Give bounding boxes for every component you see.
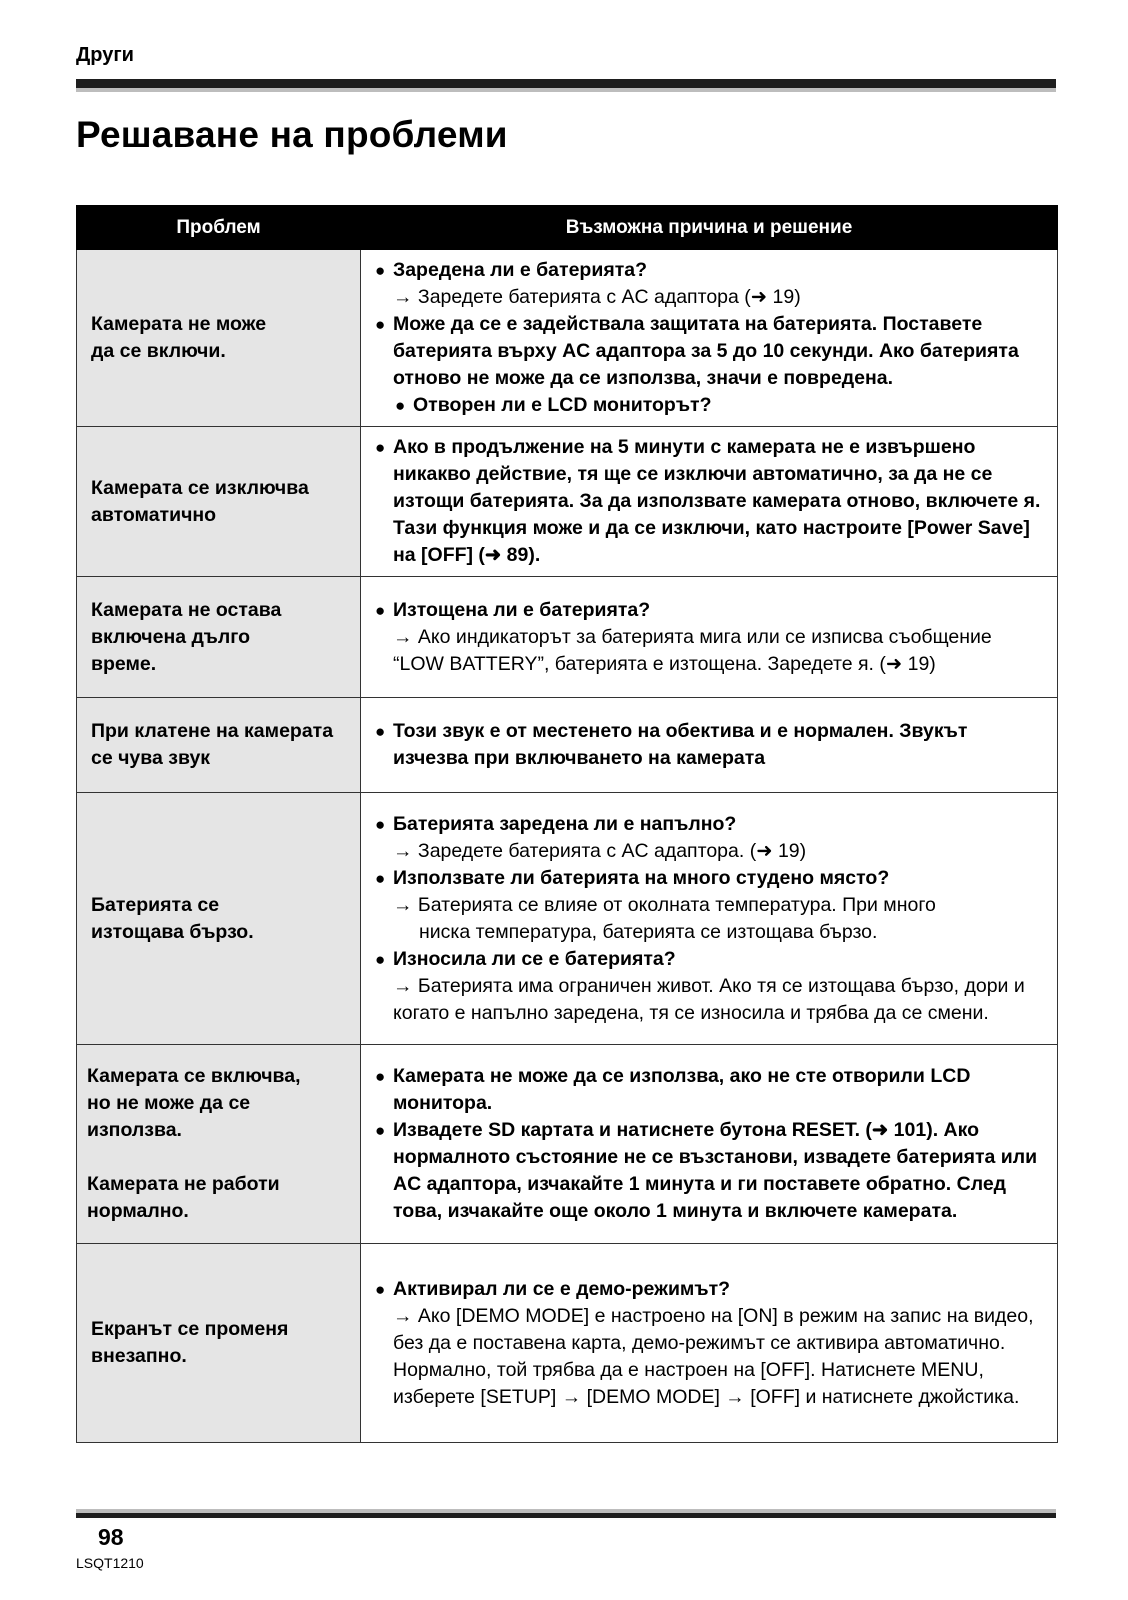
bullet-icon: ● (375, 1067, 386, 1086)
cause-text: Може да се е задействала защитата на батерията. Поставете батерията върху AC адаптора за 5 до 10 секунди. Ако батерията отново не може да се използва, значи е повредена. (393, 313, 1019, 389)
column-header-solution: Възможна причина и решение (361, 206, 1058, 250)
cause-text: Активирал ли се е демо-режимът? (393, 1277, 731, 1300)
problem-line: Камерата се включва, (87, 1065, 301, 1087)
problem-line: Камерата не може (91, 313, 267, 335)
top-rule (76, 79, 1056, 88)
cause-item (375, 1117, 1043, 1225)
bullet-icon: ● (395, 396, 406, 415)
solution-cell (361, 427, 1058, 577)
table-row (77, 250, 1058, 427)
cause-text: Този звук е от местенето на обектива и е нормален. Звукът изчезва при включването на камерата (393, 720, 968, 769)
page-number: 98 (98, 1524, 124, 1550)
cause-text: Износила ли се е батерията? (393, 947, 676, 970)
table-row (77, 577, 1058, 698)
bullet-icon: ● (375, 1279, 386, 1299)
bullet-icon: ● (375, 438, 386, 457)
problem-line: изтощава бързо. (91, 920, 254, 943)
problem-line: нормално. (87, 1200, 189, 1222)
problem-cell (77, 793, 361, 1045)
solution-cell (361, 698, 1058, 793)
cause-item (375, 434, 1043, 569)
cause-text: Заредена ли е батерията? (393, 259, 648, 281)
solution-cell (361, 577, 1058, 698)
problem-cell (77, 427, 361, 577)
problem-cell (77, 1244, 361, 1443)
problem-line: внезапно. (91, 1345, 187, 1367)
cause-item (375, 946, 1043, 973)
remedy-text: → Заредете батерията с AC адаптора. (➜ 19) (393, 839, 807, 862)
cause-item (375, 865, 1043, 892)
table-row (77, 427, 1058, 577)
cause-item (375, 1063, 1043, 1117)
bullet-icon: ● (375, 600, 386, 620)
problem-line: Батерията се (91, 893, 220, 916)
table-row (77, 793, 1058, 1045)
cause-text: Използвате ли батерията на много студено място? (393, 866, 890, 889)
table-row (77, 1244, 1058, 1443)
problem-line: автоматично (91, 503, 217, 526)
problem-spacer (87, 1144, 350, 1171)
cause-text: Отворен ли е LCD мониторът? (413, 394, 712, 416)
table-row (77, 698, 1058, 793)
problem-line: Камерата не остава (91, 598, 282, 621)
cause-item (375, 1276, 1043, 1303)
cause-text: Камерата не може да се използва, ако не сте отворили LCD монитора. (393, 1065, 971, 1114)
problem-cell (77, 577, 361, 698)
problem-cell (77, 250, 361, 427)
solution-cell (361, 250, 1058, 427)
bullet-icon: ● (375, 315, 386, 334)
cause-text: Изтощена ли е батерията? (393, 598, 651, 621)
problem-line: време. (91, 652, 157, 675)
bullet-icon: ● (375, 949, 386, 969)
top-rule-shadow (76, 88, 1056, 92)
table-row (77, 1045, 1058, 1244)
problem-line: Камерата не работи (87, 1173, 280, 1195)
cause-item (375, 718, 1043, 772)
page-title: Решаване на проблеми (76, 114, 508, 155)
bullet-icon: ● (375, 868, 386, 888)
remedy-text: → Ако индикаторът за батерията мига или се изписва съобщение “LOW BATTERY”, батерията е изтощена. Заредете я. (➜ 19) (393, 625, 992, 675)
cause-text: Батерията заредена ли е напълно? (393, 812, 737, 835)
bullet-icon: ● (375, 722, 386, 741)
cause-item (375, 257, 1043, 284)
remedy-text: ниска температура, батерията се изтощава бързо. (419, 920, 878, 943)
bottom-rule (76, 1513, 1056, 1518)
problem-line: но не може да се (87, 1092, 251, 1114)
problem-cell (77, 1045, 361, 1244)
table-header-row (77, 206, 1058, 250)
remedy-text: → Ако [DEMO MODE] е настроено на [ON] в режим на запис на видео, без да е поставена карта, демо-режимът се активира автоматично. Нормално, той трябва да е настроен на [OFF]. Натиснете MENU, изберете [SETUP] → [DEMO MODE] → [OFF] и натиснете джойстика. (393, 1304, 1034, 1408)
solution-cell (361, 1244, 1058, 1443)
document-code: LSQT1210 (76, 1555, 144, 1571)
bullet-icon: ● (375, 814, 386, 834)
problem-line: При клатене на камерата (91, 720, 334, 742)
troubleshooting-table (76, 205, 1058, 1443)
cause-item (375, 597, 1043, 624)
bullet-icon: ● (375, 1121, 386, 1140)
problem-line: Камерата се изключва (91, 476, 309, 499)
cause-text: Извадете SD картата и натиснете бутона RESET. (➜ 101). Ако нормалното състояние не се възстанови, извадете батерията или AC адаптора, изчакайте 1 минута и ги поставете обратно. След това, изчакайте още около 1 минута и включете камерата. (393, 1119, 1038, 1222)
problem-line: да се включи. (91, 340, 226, 362)
bullet-icon: ● (375, 261, 386, 280)
problem-line: включена дълго (91, 625, 250, 648)
remedy-text: → Батерията има ограничен живот. Ако тя се изтощава бързо, дори и когато е напълно заредена, тя се износила и трябва да се смени. (393, 974, 1025, 1024)
solution-cell (361, 793, 1058, 1045)
cause-item-nested (375, 392, 1043, 419)
problem-line: използва. (87, 1119, 182, 1141)
cause-item (375, 311, 1043, 392)
column-header-problem: Проблем (77, 206, 361, 250)
solution-cell (361, 1045, 1058, 1244)
problem-line: се чува звук (91, 747, 211, 769)
problem-line: Екранът се променя (91, 1318, 289, 1340)
cause-text: Ако в продължение на 5 минути с камерата не е извършено никакво действие, тя ще се изключи автоматично, за да не се изтощи батерията. За да използвате камерата отново, включете я. Тази функция може и да се изключи, като настроите [Power Save] на [OFF] (➜ 89). (393, 436, 1041, 566)
remedy-text: → Батерията се влияе от околната температура. При много (393, 893, 936, 916)
problem-cell (77, 698, 361, 793)
cause-item (375, 811, 1043, 838)
section-label: Други (76, 44, 134, 66)
remedy-text: → Заредете батерията с AC адаптора (➜ 19) (393, 286, 801, 308)
